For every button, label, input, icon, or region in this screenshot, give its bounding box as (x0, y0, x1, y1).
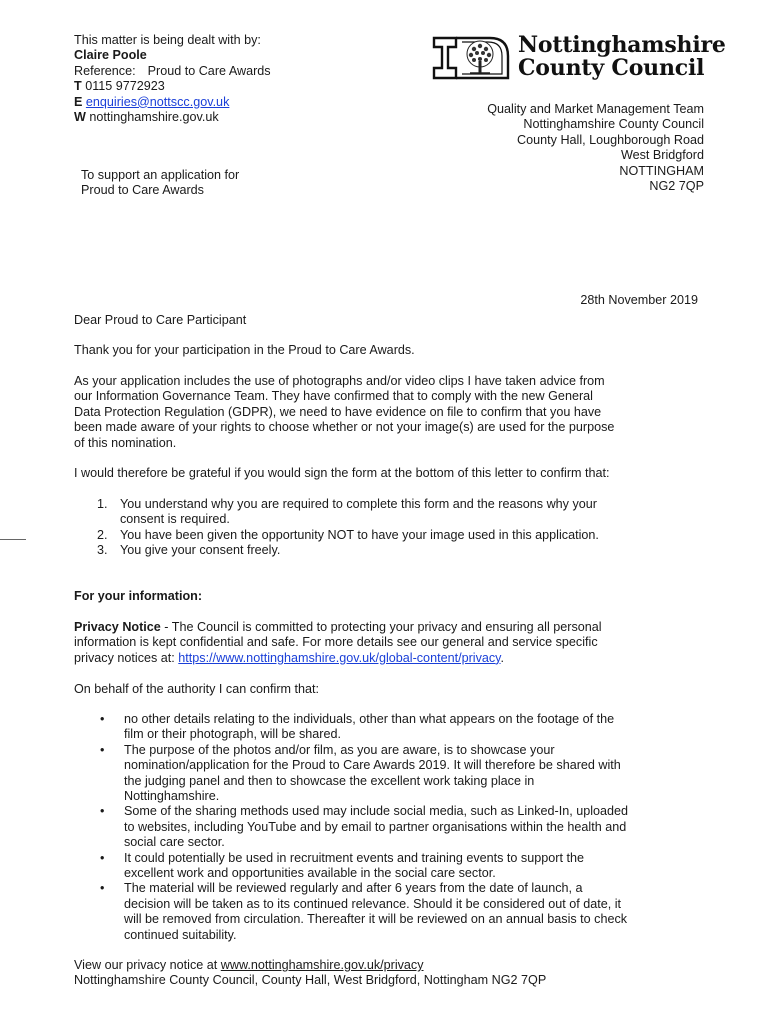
list-line: The material will be reviewed regularly and after 6 years from the date of launch, a (124, 881, 583, 896)
paragraph-line: - The Council is committed to protecting your privacy and ensuring all personal (160, 620, 602, 634)
thanks-paragraph: Thank you for your participation in the Proud to Care Awards. (74, 343, 415, 357)
list-line: the judging panel and then to showcase the excellent work taking place in (124, 773, 535, 788)
list-line: consent is required. (120, 512, 230, 527)
period: . (500, 650, 505, 665)
email-link[interactable]: enquiries@nottscc.gov.uk (85, 94, 230, 109)
logo-line2: County Council (518, 55, 705, 81)
list-line: decision will be taken as to its continued relevance. Should it be considered out of date, it (124, 896, 622, 911)
list-number: 1. (97, 497, 108, 511)
footer-privacy-link[interactable]: www.nottinghamshire.gov.uk/privacy (220, 958, 424, 972)
confirm-item (97, 543, 599, 558)
list-line: nomination/application for the Proud to Care Awards 2019. It will therefore be shared with (124, 758, 621, 773)
list-number: 2. (97, 527, 108, 542)
list-line: film or their photograph, will be shared. (124, 727, 342, 742)
privacy-paragraph (74, 620, 602, 666)
margin-mark (0, 539, 26, 540)
address-line: County Hall, Loughborough Road (517, 132, 704, 147)
contact-phone (74, 79, 271, 94)
paragraph-line: As your application includes the use of photographs and/or video clips I have taken advice from (74, 374, 605, 388)
phone-label: T (74, 79, 82, 94)
paragraph-line: information is kept confidential and safe. For more details see our general and service specific (74, 635, 598, 650)
letter-footer (74, 958, 546, 989)
list-line: continued suitability. (124, 927, 237, 942)
privacy-url-link[interactable]: https://www.nottinghamshire.gov.uk/global-content/privacy (178, 650, 501, 665)
sign-request: I would therefore be grateful if you would sign the form at the bottom of this letter to confirm that: (74, 466, 610, 480)
contact-email (74, 95, 271, 110)
bullet-item (100, 712, 628, 743)
confirm-item (97, 528, 599, 543)
paragraph-line: privacy notices at: (74, 650, 179, 665)
list-line: no other details relating to the individuals, other than what appears on the footage of the (124, 712, 615, 726)
bullet-item (100, 881, 628, 943)
tree-crest-icon (432, 34, 512, 82)
phone-value: 0115 9772923 (85, 79, 165, 94)
list-line: You understand why you are required to complete this form and the reasons why your (120, 497, 597, 511)
address-line: Quality and Market Management Team (487, 102, 704, 116)
confirm-item (97, 497, 599, 528)
footer-privacy-prefix: View our privacy notice at (74, 958, 221, 972)
confirm-list (97, 497, 599, 559)
contact-intro: This matter is being dealt with by: (74, 33, 261, 47)
salutation: Dear Proud to Care Participant (74, 313, 247, 327)
recipient-line: Proud to Care Awards (81, 183, 204, 198)
bullet-item (100, 804, 628, 850)
list-line: Some of the sharing methods used may include social media, such as Linked-In, uploaded (124, 804, 629, 819)
bullet-icon: • (100, 712, 105, 726)
contact-web (74, 110, 271, 125)
web-value: nottinghamshire.gov.uk (89, 110, 219, 125)
reference-label: Reference: (74, 63, 136, 78)
list-line: excellent work and opportunities available in the social care sector. (124, 866, 496, 881)
list-line: social care sector. (124, 835, 225, 850)
web-label: W (74, 110, 86, 125)
paragraph-line: of this nomination. (74, 435, 177, 450)
authority-intro: On behalf of the authority I can confirm that: (74, 682, 320, 696)
reference-value: Proud to Care Awards (147, 63, 271, 78)
footer-address: Nottinghamshire County Council, County Hall, West Bridgford, Nottingham NG2 7QP (74, 973, 547, 988)
contact-name: Claire Poole (74, 48, 147, 63)
list-line: You have been given the opportunity NOT to have your image used in this application. (120, 527, 599, 542)
logo-line1: Nottinghamshire (518, 32, 726, 58)
paragraph-line: our Information Governance Team. They have confirmed that to comply with the new General (74, 389, 593, 404)
address-line: NG2 7QP (649, 179, 704, 194)
list-line: to websites, including YouTube and by email to partner organisations within the health and (124, 819, 627, 834)
list-line: You give your consent freely. (120, 543, 281, 558)
recipient-block (81, 168, 239, 199)
contact-block (74, 33, 271, 125)
recipient-line: To support an application for (81, 168, 240, 182)
list-line: It could potentially be used in recruitment events and training events to support the (124, 850, 584, 865)
bullet-icon: • (100, 742, 105, 757)
bullet-item (100, 743, 628, 805)
address-line: West Bridgford (620, 148, 704, 163)
list-line: The purpose of the photos and/or film, as you are aware, is to showcase your (124, 742, 555, 757)
info-heading: For your information: (74, 589, 203, 603)
council-logo (432, 34, 732, 84)
privacy-label: Privacy Notice (74, 620, 161, 634)
authority-bullets (100, 712, 628, 943)
list-number: 3. (97, 543, 108, 558)
bullet-icon: • (100, 850, 105, 865)
contact-reference (74, 64, 271, 79)
address-line: NOTTINGHAM (619, 163, 704, 178)
gdpr-paragraph (74, 374, 614, 451)
sender-address (487, 102, 704, 194)
letter-date: 28th November 2019 (580, 293, 698, 307)
bullet-icon: • (100, 881, 105, 896)
paragraph-line: Data Protection Regulation (GDPR), we need to have evidence on file to confirm that you have (74, 404, 602, 419)
list-line: Nottinghamshire. (124, 789, 220, 804)
paragraph-line: been made aware of your rights to choose whether or not your image(s) are used for the purpose (74, 420, 615, 435)
list-line: will be removed from circulation. Thereafter it will be reviewed on an annual basis to check (124, 912, 628, 927)
bullet-item (100, 851, 628, 882)
email-label: E (74, 94, 83, 109)
bullet-icon: • (100, 804, 105, 819)
address-line: Nottinghamshire County Council (523, 117, 704, 132)
